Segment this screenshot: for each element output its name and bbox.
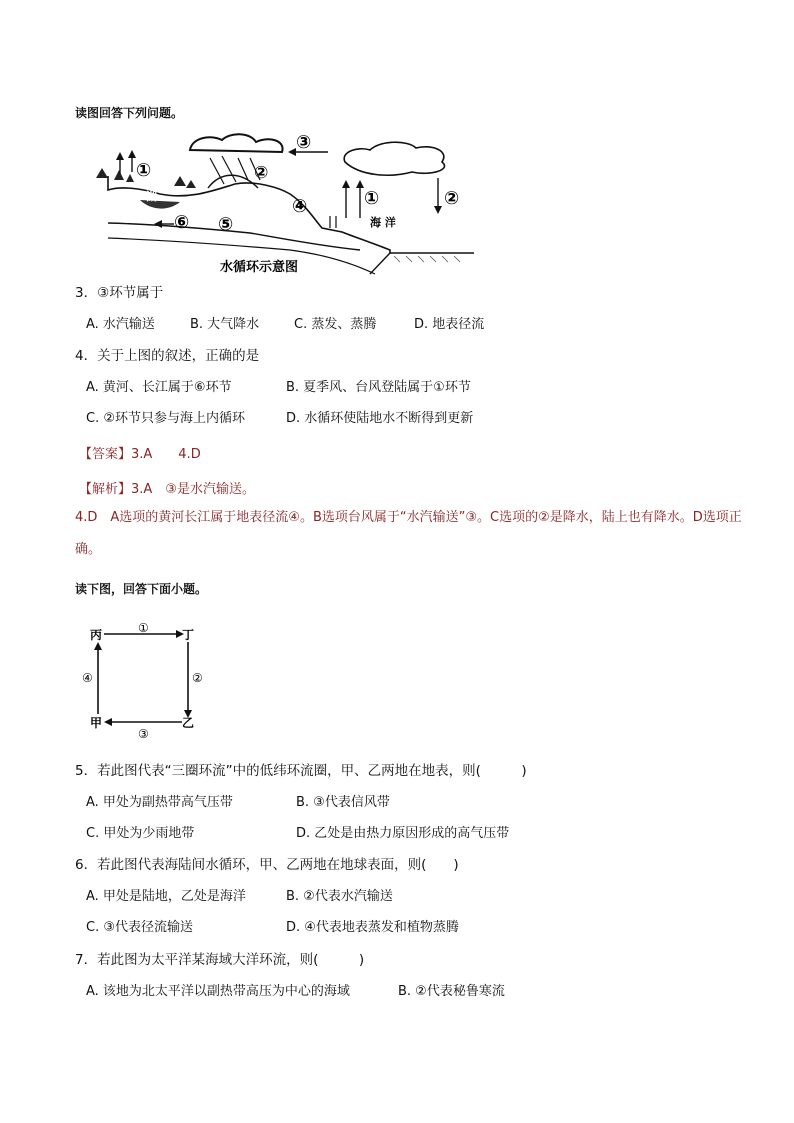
water-cycle-figure [90, 128, 474, 276]
cycle-diagram [80, 618, 210, 740]
question-3 [75, 284, 163, 302]
q7-option-a: A. 该地为北太平洋以副热带高压为中心的海域 [86, 984, 350, 999]
q4-option-c: C. ②环节只参与海上内循环 [86, 411, 245, 426]
label-c1b: ① [364, 188, 380, 209]
label-c2b: ② [444, 188, 460, 209]
label-c3: ③ [296, 132, 312, 153]
label-c6: ⑥ [174, 212, 190, 233]
analysis-line2: 4.D A选项的黄河长江属于地表径流④。B选项台风属于“水汽输送”③。C选项的②是降水，陆上也有降水。D选项正确。 [75, 510, 742, 557]
label-c4: ④ [292, 196, 308, 217]
label-sea: 海 洋 [370, 216, 396, 229]
question-stem: 若此图代表海陆间水循环，甲、乙两地在地球表面，则( ) [97, 857, 459, 873]
analysis-label: 【解析】 [79, 482, 132, 497]
q4-option-a: A. 黄河、长江属于⑥环节 [86, 380, 232, 395]
question-stem: 若此图为太平洋某海域大洋环流，则( ) [97, 952, 365, 968]
node-bing: 丙 [90, 628, 103, 642]
q3-option-c: C. 蒸发、蒸腾 [294, 317, 377, 332]
figure-caption: 水循环示意图 [220, 260, 299, 275]
section-intro-2: 读下图，回答下面小题。 [75, 582, 208, 596]
q7-option-b: B. ②代表秘鲁寒流 [398, 984, 505, 999]
question-4 [75, 347, 259, 365]
edge-4: ④ [82, 671, 93, 685]
q3-option-a: A. 水汽输送 [86, 317, 155, 332]
q5-option-c: C. 甲处为少雨地带 [86, 826, 195, 841]
q6-option-b: B. ②代表水汽输送 [286, 889, 393, 904]
question-stem: 若此图代表“三圈环流”中的低纬环流圈，甲、乙两地在地表，则( ) [97, 763, 527, 779]
answer-text: 3.A 4.D [131, 447, 201, 462]
q5-option-a: A. 甲处为副热带高气压带 [86, 795, 233, 810]
q6-option-a: A. 甲处是陆地，乙处是海洋 [86, 889, 246, 904]
q3-option-d: D. 地表径流 [414, 317, 485, 332]
q4-option-d: D. 水循环使陆地水不断得到更新 [286, 411, 474, 426]
q5-option-b: B. ③代表信风带 [296, 795, 390, 810]
question-number: 4． [75, 348, 98, 364]
node-jia: 甲 [90, 716, 103, 730]
section-intro: 读图回答下列问题。 [75, 106, 184, 120]
question-number: 3． [75, 285, 98, 301]
q3-option-b: B. 大气降水 [190, 317, 260, 332]
analysis-line1 [79, 478, 255, 497]
question-number: 7． [75, 952, 98, 968]
label-lake: 湖 [146, 190, 157, 203]
question-stem: ③环节属于 [97, 285, 164, 301]
question-7 [75, 951, 364, 969]
node-yi: 乙 [182, 716, 195, 730]
edge-3: ③ [138, 727, 149, 740]
question-number: 5． [75, 763, 98, 779]
label-c2a: ② [254, 163, 269, 183]
node-ding: 丁 [182, 628, 195, 642]
q6-option-c: C. ③代表径流输送 [86, 920, 193, 935]
label-c1a: ① [136, 160, 152, 181]
question-stem: 关于上图的叙述，正确的是 [97, 348, 260, 364]
q5-option-d: D. 乙处是由热力原因形成的高气压带 [296, 826, 510, 841]
label-c5: ⑤ [218, 214, 234, 235]
edge-2: ② [192, 671, 203, 685]
edge-1: ① [138, 621, 149, 635]
q4-option-b: B. 夏季风、台风登陆属于①环节 [286, 380, 471, 395]
q6-option-d: D. ④代表地表蒸发和植物蒸腾 [286, 920, 459, 935]
answer-label: 【答案】 [79, 447, 132, 462]
answer-line [79, 443, 201, 462]
analysis-text: 3.A ③是水汽输送。 [131, 482, 255, 497]
question-number: 6． [75, 857, 98, 873]
question-5 [75, 762, 527, 780]
question-6 [75, 856, 459, 874]
